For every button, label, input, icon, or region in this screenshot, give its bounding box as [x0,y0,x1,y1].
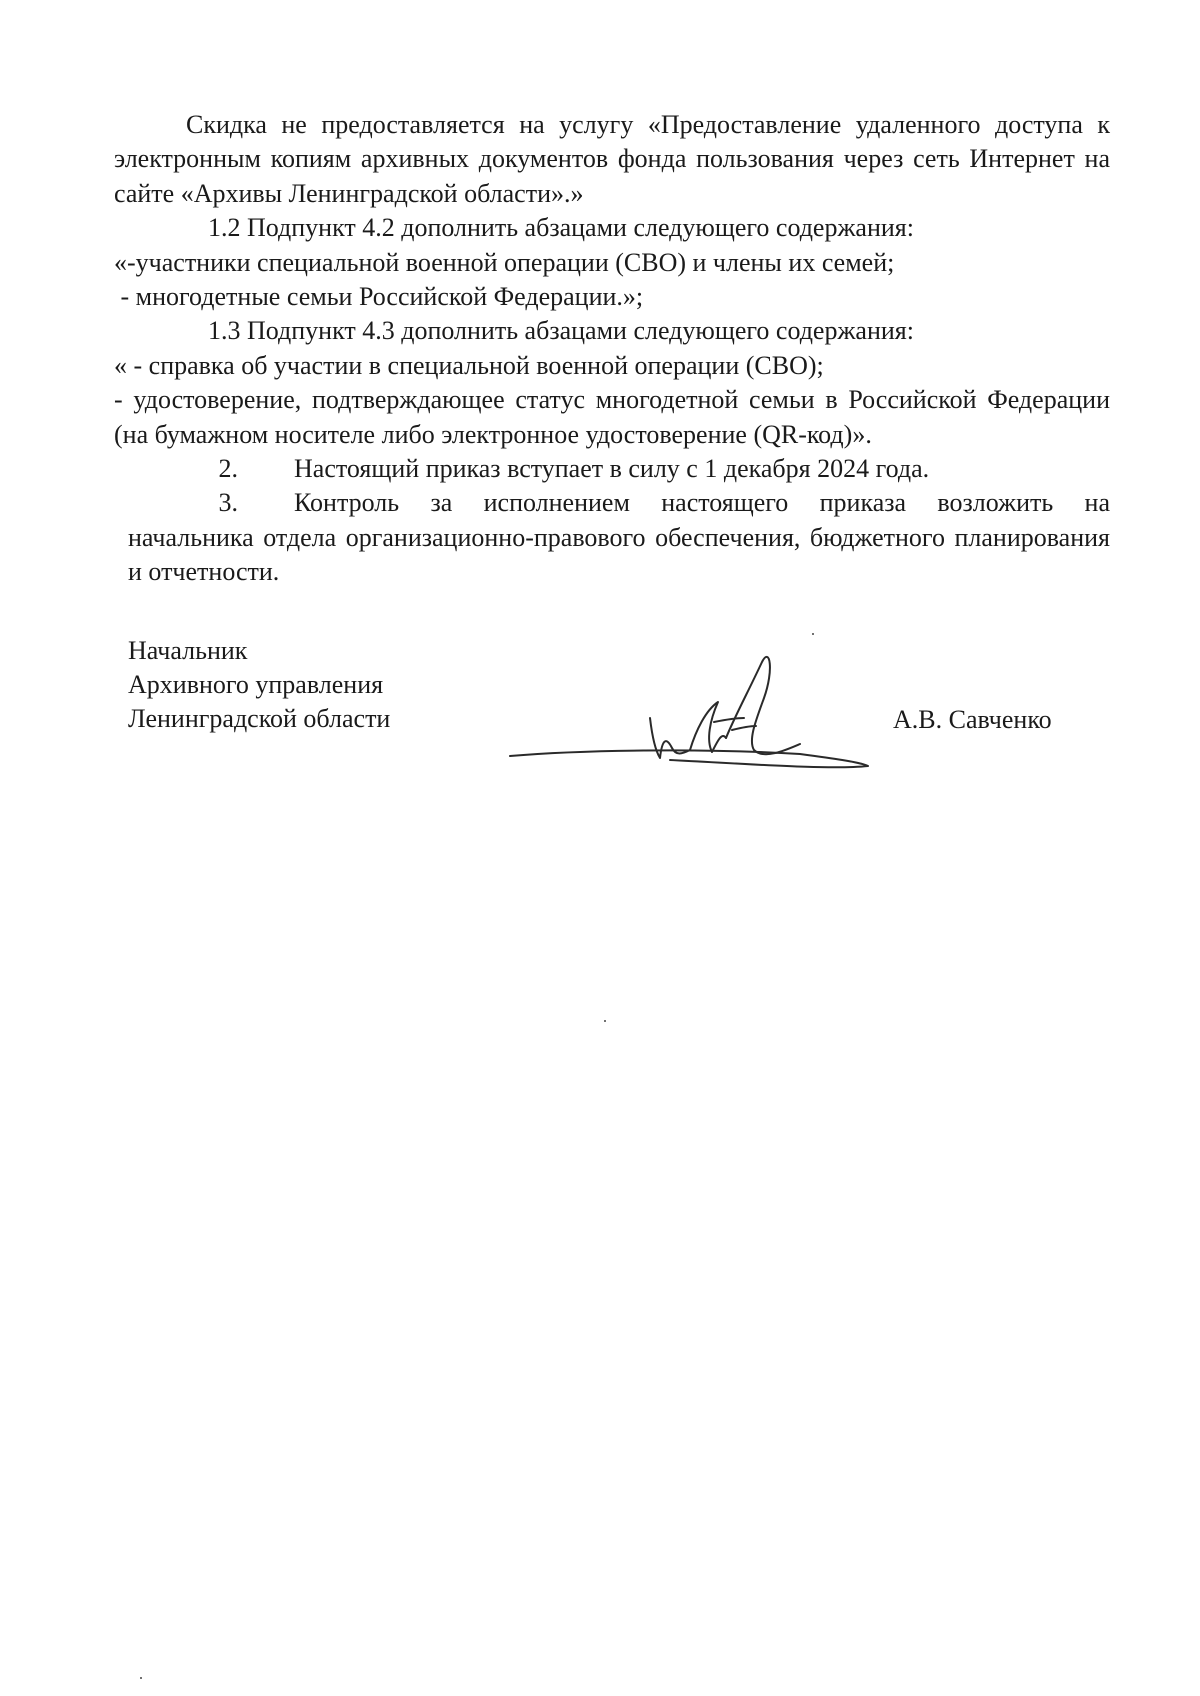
signer-position-line2: Архивного управления [128,670,384,699]
paragraph-family-certificate: - удостоверение, подтверждающее статус многодетной семьи в Российской Федерации (на бумажном носителе либо электронное удостоверение (QR-код)». [114,385,1110,449]
item-2-number: 2. [218,454,238,484]
handwritten-signature [500,640,880,800]
paragraph-subitem-1-3: 1.3 Подпункт 4.3 дополнить абзацами следующего содержания: [208,316,914,346]
item-3-number: 3. [218,488,238,518]
item-3-continuation: начальника отдела организационно-правового обеспечения, бюджетного планирования и отчетности. [128,522,1110,587]
document-body [114,108,1110,590]
paragraph-subitem-1-2: 1.2 Подпункт 4.2 дополнить абзацами следующего содержания: [208,213,914,243]
signer-position-line3: Ленинградской области [128,704,391,733]
signer-name: А.В. Савченко [893,705,1052,734]
paragraph-discount: Скидка не предоставляется на услугу «Предоставление удаленного доступа к электронным копиям архивных документов фонда пользования через сеть Интернет на сайте «Архивы Ленинградской области».» [114,110,1110,208]
scan-speck [140,1677,142,1679]
item-3-text: Контроль за исполнением настоящего приказа возложить на [294,488,1110,518]
signature-title-block [128,634,390,736]
item-2 [114,452,1110,486]
signer-position-line1: Начальник [128,636,248,665]
item-3 [114,486,1110,520]
scan-speck [604,1020,606,1022]
paragraph-large-families: - многодетные семьи Российской Федерации.»; [114,282,644,312]
paragraph-svo-participants: «-участники специальной военной операции (СВО) и члены их семей; [114,247,895,277]
scan-speck [812,633,814,635]
paragraph-svo-certificate: « - справка об участии в специальной военной операции (СВО); [114,350,824,380]
item-2-text: Настоящий приказ вступает в силу с 1 декабря 2024 года. [294,454,930,484]
